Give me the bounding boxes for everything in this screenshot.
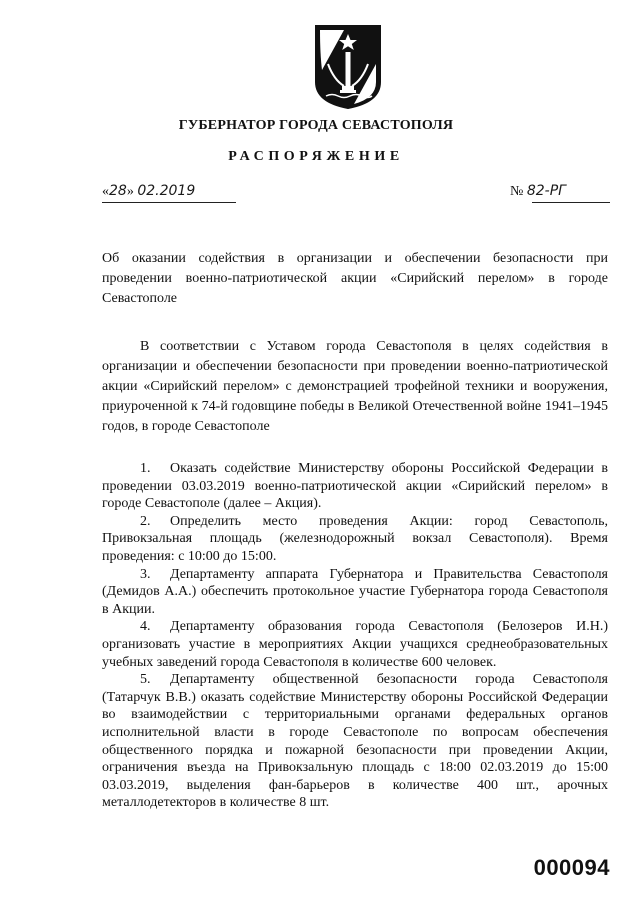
date-close-quote: » [126,184,134,199]
order-item [102,671,608,812]
order-item [102,618,608,671]
number-sign: № [510,184,524,199]
document-number [510,183,610,207]
item-text: Департаменту образования города Севастополя (Белозеров И.Н.) организовать участие в мероприятиях Акции учащихся среднеобразовательных учебных заведений города Севастополя в количестве 600 человек. [102,619,608,670]
sevastopol-coat-of-arms-icon [314,24,382,110]
serial-number: 000094 [533,855,610,880]
date-day: 28 [109,183,127,199]
item-text: Департаменту аппарата Губернатора и Правительства Севастополя (Демидов А.А.) обеспечить протокольное участие Губернатора города Севастополя в Акции. [102,566,608,617]
item-number: 2. [140,513,151,529]
document-subject: Об оказании содействия в организации и обеспечении безопасности при проведении военно-патриотической акции «Сирийский перелом» в городе Севастополе [102,251,608,306]
document-type-title: РАСПОРЯЖЕНИЕ [228,149,404,164]
issuer-title: ГУБЕРНАТОР ГОРОДА СЕВАСТОПОЛЯ [178,118,454,133]
item-number: 3. [140,566,151,582]
item-text: Определить место проведения Акции: город Севастополь, Привокзальная площадь (железнодорожный вокзал Севастополя). Время проведения: с 10:00 до 15:00. [102,513,608,564]
item-text: Оказать содействие Министерству обороны Российской Федерации в проведении 03.03.2019 военно-патриотической акции «Сирийский перелом» в городе Севастополе (далее – Акция). [102,461,608,512]
item-number: 5. [140,672,151,688]
order-item [102,566,608,619]
date-open-quote: « [102,184,109,199]
number-underline [532,202,610,203]
coat-of-arms-emblem [314,24,382,110]
item-number: 1. [140,461,151,476]
order-items-list [102,460,608,812]
order-item [102,460,608,513]
item-number: 4. [140,619,151,635]
order-item [102,513,608,566]
document-date [102,183,236,207]
item-text: Департаменту общественной безопасности города Севастополя (Татарчук В.В.) оказать содействие Министерству обороны Российской Федерации во взаимодействии с территориальными органами федеральных органов исполнительной власти в городе Севастополе по вопросам обеспечения общественного порядка и пожарной безопасности при проведении Акции, ограничения въезда на Привокзальную площадь с 18:00 02.03.2019 до 15:00 03.03.2019, выделения фан-барьеров в количестве 400 шт., арочных металлодетекторов в количестве 8 шт. [102,672,608,811]
number-value: 82-РГ [526,183,566,199]
document-preamble: В соответствии с Уставом города Севастополя в целях содействия в организации и обеспечении безопасности при проведении военно-патриотической акции «Сирийский перелом» с демонстрацией трофейной техники и вооружения, приуроченной к 74-й годовщине победы в Великой Отечественной войне 1941–1945 годов, в городе Севастополе [102,339,608,434]
date-month-year: 02.2019 [137,183,196,199]
date-underline [102,202,236,203]
